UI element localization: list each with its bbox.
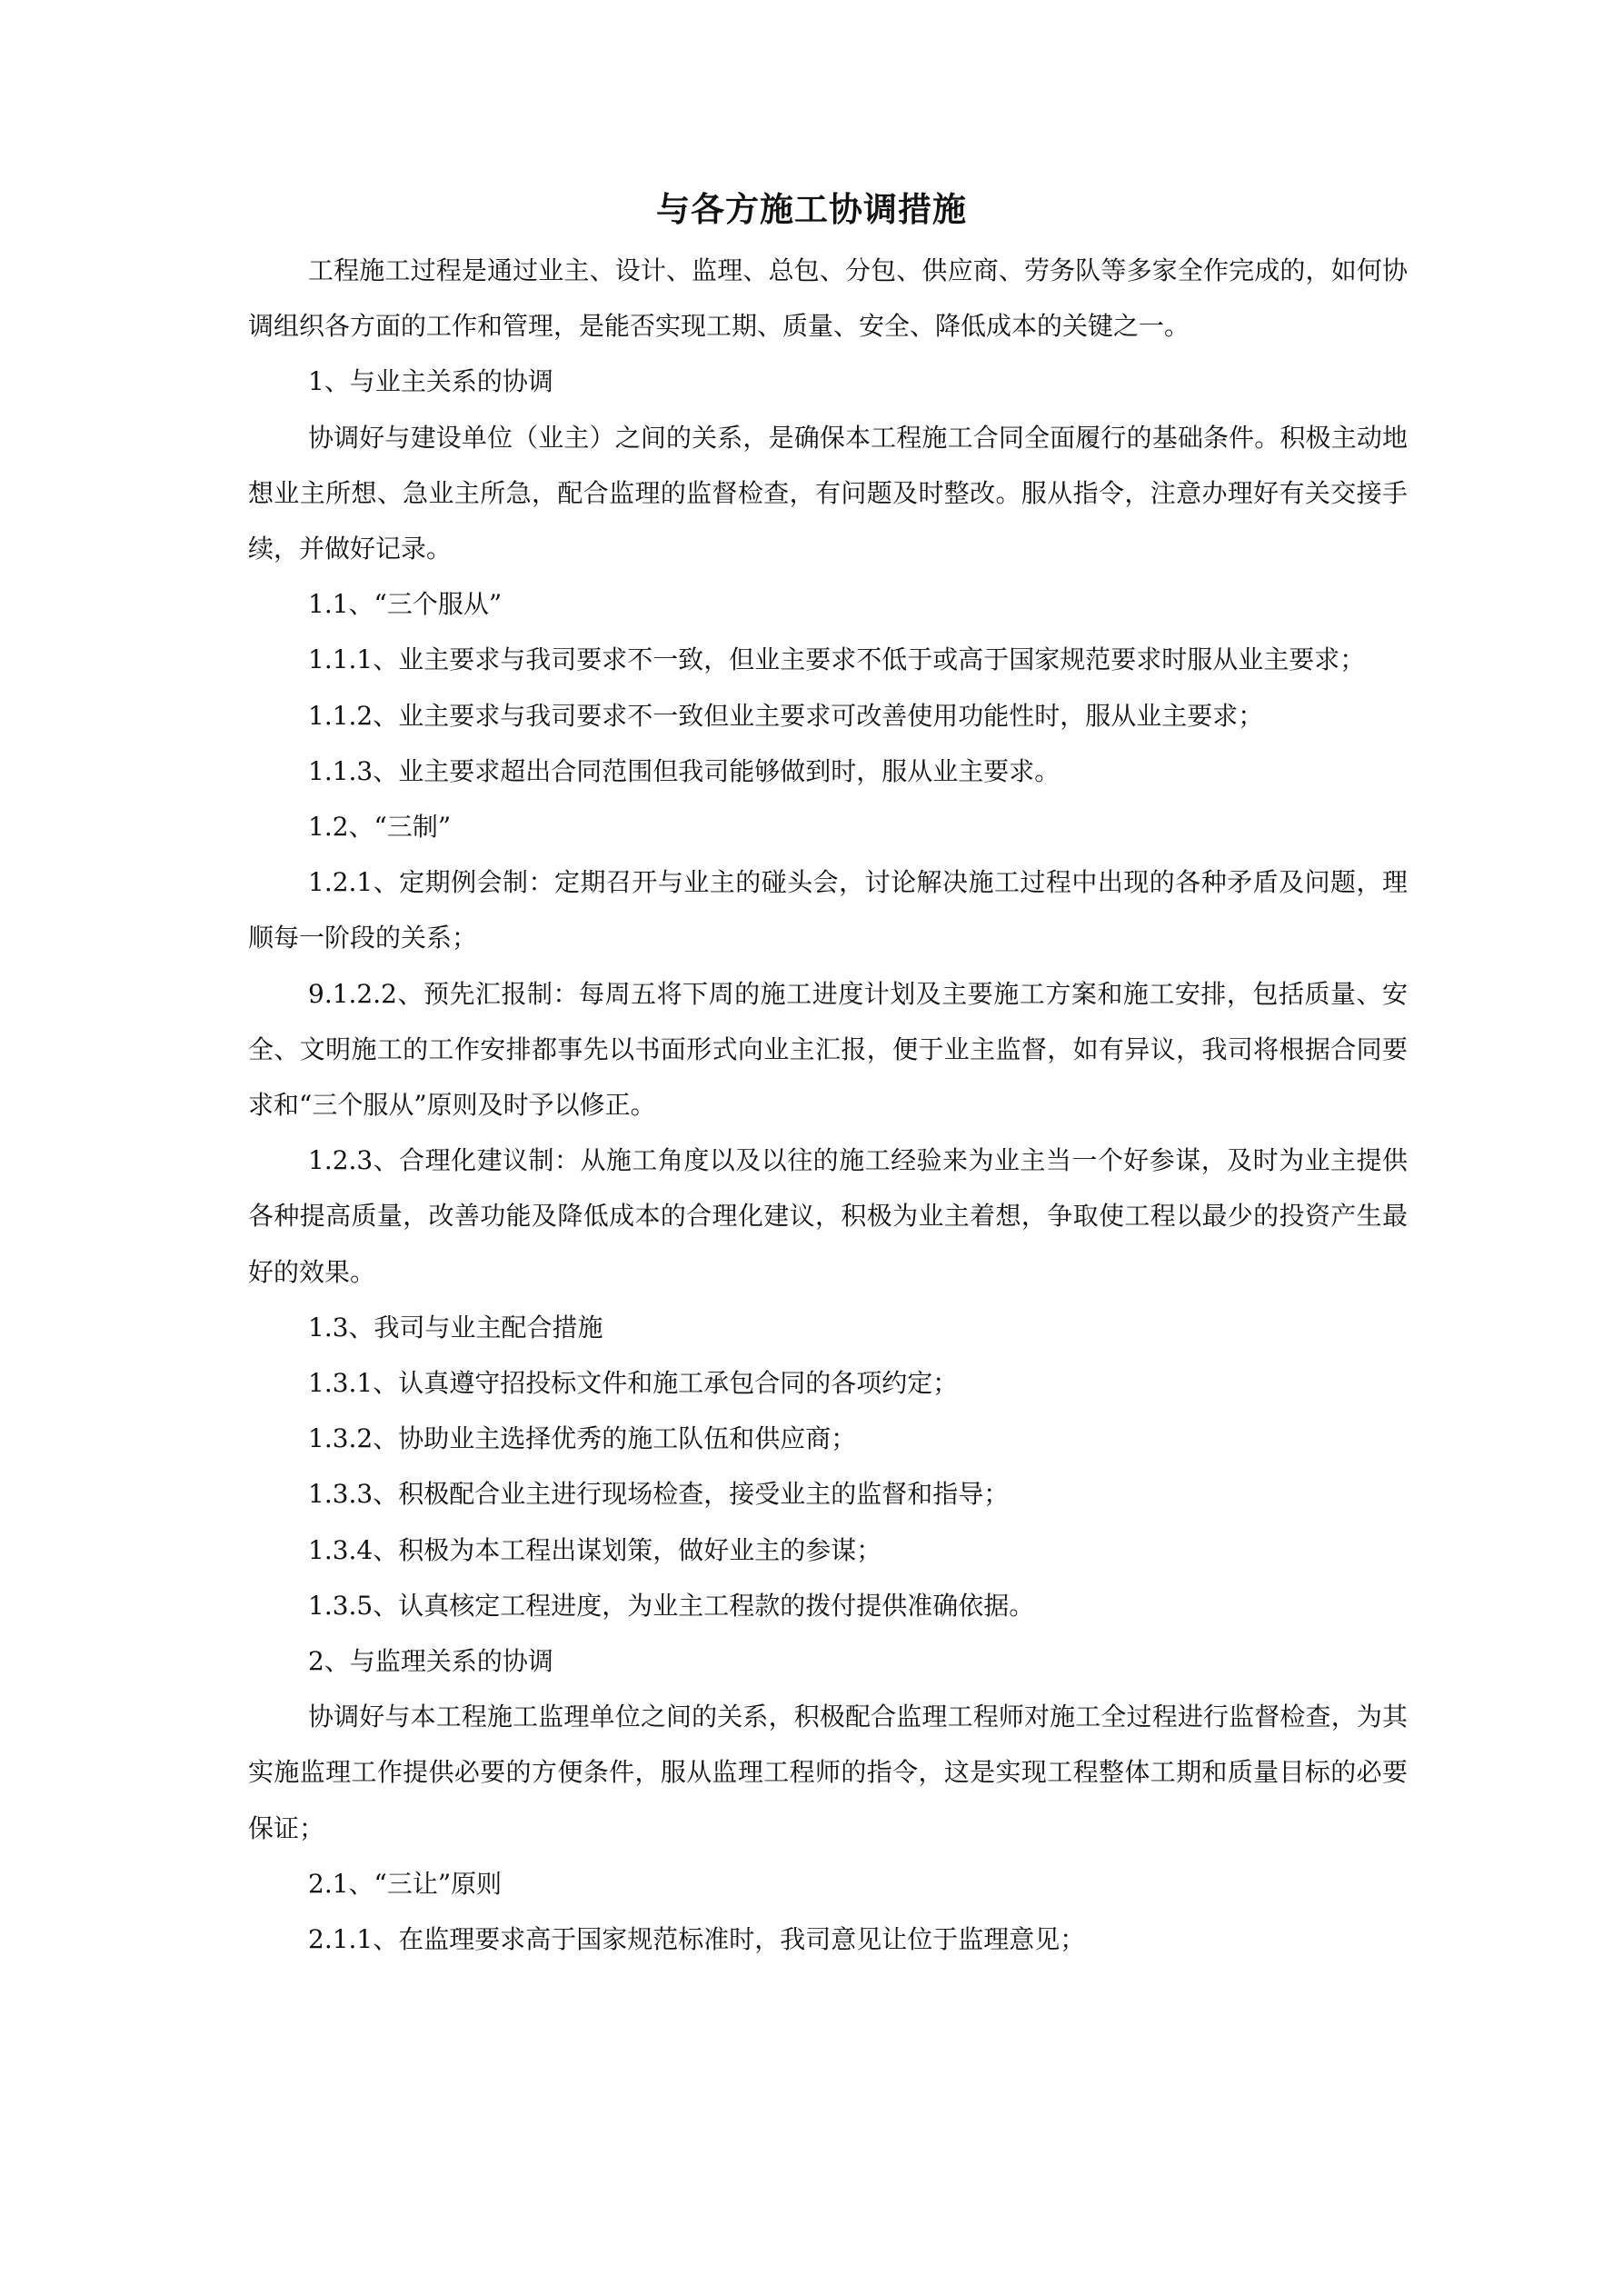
subheading-three-obey: 1.1、“三个服从” xyxy=(308,589,503,620)
owner-coordination-paragraph: 协调好与建设单位（业主）之间的关系，是确保本工程施工合同全面履行的基础条件。积极主动地想业主所想、急业主所急，配合监理的监督检查，有问题及时整改。服从指令，注意办理好有关交接手续，并做好记录。 xyxy=(248,422,1408,564)
list-item: 1.3.1、认真遵守招投标文件和施工承包合同的各项约定； xyxy=(308,1368,959,1399)
list-item: 9.1.2.2、预先汇报制：每周五将下周的施工进度计划及主要施工方案和施工安排，包括质量、安全、文明施工的工作安排都事先以书面形式向业主汇报，便于业主监督，如有异议，我司将根据合同要求和“三个服从”原则及时予以修正。 xyxy=(248,978,1408,1121)
list-item: 1.1.2、业主要求与我司要求不一致但业主要求可改善使用功能性时，服从业主要求； xyxy=(308,700,1264,731)
list-item: 1.3.2、协助业主选择优秀的施工队伍和供应商； xyxy=(308,1423,857,1454)
section-heading-owner: 1、与业主关系的协调 xyxy=(308,366,553,397)
document-body xyxy=(248,243,1408,1967)
section-heading-supervision: 2、与监理关系的协调 xyxy=(308,1646,553,1677)
list-item: 1.3.4、积极为本工程出谋划策，做好业主的参谋； xyxy=(308,1534,882,1565)
intro-paragraph: 工程施工过程是通过业主、设计、监理、总包、分包、供应商、劳务队等多家全作完成的，如何协调组织各方面的工作和管理，是能否实现工期、质量、安全、降低成本的关键之一。 xyxy=(248,255,1408,342)
document-title: 与各方施工协调措施 xyxy=(656,189,967,229)
list-item: 1.2.1、定期例会制：定期召开与业主的碰头会，讨论解决施工过程中出现的各种矛盾及问题，理顺每一阶段的关系； xyxy=(248,867,1408,953)
list-item: 1.3.5、认真核定工程进度，为业主工程款的拨付提供准确依据。 xyxy=(308,1590,1035,1621)
list-item: 2.1.1、在监理要求高于国家规范标准时，我司意见让位于监理意见； xyxy=(308,1924,1086,1955)
list-item: 1.2.3、合理化建议制：从施工角度以及以往的施工经验来为业主当一个好参谋，及时为业主提供各种提高质量，改善功能及降低成本的合理化建议，积极为业主着想，争取使工程以最少的投资产生最好的效果。 xyxy=(248,1145,1408,1287)
subheading-owner-cooperation: 1.3、我司与业主配合措施 xyxy=(308,1312,603,1343)
supervision-coordination-paragraph: 协调好与本工程施工监理单位之间的关系，积极配合监理工程师对施工全过程进行监督检查，为其实施监理工作提供必要的方便条件，服从监理工程师的指令，这是实现工程整体工期和质量目标的必要保证； xyxy=(248,1702,1408,1843)
list-item: 1.1.1、业主要求与我司要求不一致，但业主要求不低于或高于国家规范要求时服从业主要求； xyxy=(308,644,1366,675)
list-item: 1.1.3、业主要求超出合同范围但我司能够做到时，服从业主要求。 xyxy=(308,755,1060,786)
list-item: 1.3.3、积极配合业主进行现场检查，接受业主的监督和指导； xyxy=(308,1479,1010,1510)
subheading-three-systems: 1.2、“三制” xyxy=(308,812,452,843)
subheading-three-yield: 2.1、“三让”原则 xyxy=(308,1868,503,1899)
